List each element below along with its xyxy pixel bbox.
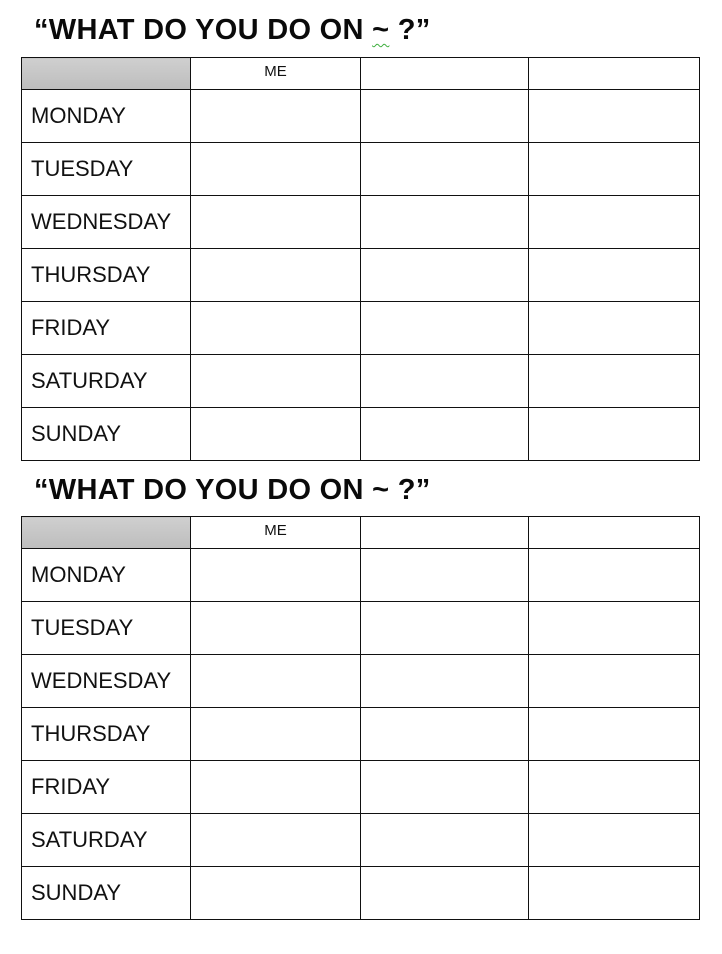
answer-cell[interactable] bbox=[361, 408, 529, 461]
table-row bbox=[22, 708, 700, 761]
title-text: “WHAT DO YOU DO ON bbox=[34, 474, 373, 506]
answer-cell[interactable] bbox=[191, 143, 361, 196]
answer-cell[interactable] bbox=[361, 761, 529, 814]
answer-cell[interactable] bbox=[191, 196, 361, 249]
header-row bbox=[22, 58, 700, 90]
worksheet-title bbox=[34, 476, 431, 505]
header-row bbox=[22, 517, 700, 549]
table-row bbox=[22, 655, 700, 708]
day-label: FRIDAY bbox=[22, 761, 191, 814]
title-tilde: ~ bbox=[372, 474, 390, 506]
day-label: SUNDAY bbox=[22, 408, 191, 461]
header-corner-cell bbox=[22, 517, 191, 549]
answer-cell[interactable] bbox=[529, 867, 700, 920]
table-row bbox=[22, 867, 700, 920]
day-label: WEDNESDAY bbox=[22, 196, 191, 249]
header-corner-cell bbox=[22, 58, 191, 90]
table-row bbox=[22, 761, 700, 814]
answer-cell[interactable] bbox=[529, 814, 700, 867]
answer-cell[interactable] bbox=[191, 655, 361, 708]
answer-cell[interactable] bbox=[191, 90, 361, 143]
table-row bbox=[22, 355, 700, 408]
answer-cell[interactable] bbox=[529, 355, 700, 408]
day-label: TUESDAY bbox=[22, 602, 191, 655]
header-cell-me: ME bbox=[191, 58, 361, 90]
table-row bbox=[22, 408, 700, 461]
title-tilde: ~ bbox=[372, 14, 390, 46]
answer-cell[interactable] bbox=[529, 90, 700, 143]
answer-cell[interactable] bbox=[191, 549, 361, 602]
answer-cell[interactable] bbox=[191, 708, 361, 761]
answer-cell[interactable] bbox=[361, 90, 529, 143]
answer-cell[interactable] bbox=[529, 143, 700, 196]
answer-cell[interactable] bbox=[529, 196, 700, 249]
day-label: SATURDAY bbox=[22, 814, 191, 867]
answer-cell[interactable] bbox=[191, 249, 361, 302]
header-cell-blank[interactable] bbox=[529, 58, 700, 90]
answer-cell[interactable] bbox=[529, 249, 700, 302]
worksheet-title bbox=[34, 16, 431, 45]
answer-cell[interactable] bbox=[529, 708, 700, 761]
table-row bbox=[22, 143, 700, 196]
answer-cell[interactable] bbox=[529, 549, 700, 602]
answer-cell[interactable] bbox=[361, 302, 529, 355]
answer-cell[interactable] bbox=[191, 355, 361, 408]
day-label: SATURDAY bbox=[22, 355, 191, 408]
answer-cell[interactable] bbox=[191, 302, 361, 355]
answer-cell[interactable] bbox=[361, 355, 529, 408]
answer-cell[interactable] bbox=[191, 761, 361, 814]
schedule-table bbox=[21, 516, 700, 920]
answer-cell[interactable] bbox=[361, 196, 529, 249]
table-row bbox=[22, 196, 700, 249]
day-label: SUNDAY bbox=[22, 867, 191, 920]
answer-cell[interactable] bbox=[361, 708, 529, 761]
answer-cell[interactable] bbox=[361, 602, 529, 655]
day-label: FRIDAY bbox=[22, 302, 191, 355]
table-row bbox=[22, 549, 700, 602]
answer-cell[interactable] bbox=[361, 249, 529, 302]
day-label: THURSDAY bbox=[22, 708, 191, 761]
header-cell-blank[interactable] bbox=[361, 58, 529, 90]
day-label: MONDAY bbox=[22, 549, 191, 602]
title-closing: ?” bbox=[389, 14, 431, 46]
table-row bbox=[22, 814, 700, 867]
answer-cell[interactable] bbox=[529, 761, 700, 814]
answer-cell[interactable] bbox=[361, 867, 529, 920]
day-label: MONDAY bbox=[22, 90, 191, 143]
table-row bbox=[22, 302, 700, 355]
header-cell-blank[interactable] bbox=[529, 517, 700, 549]
answer-cell[interactable] bbox=[361, 655, 529, 708]
title-closing: ?” bbox=[389, 474, 431, 506]
header-cell-me: ME bbox=[191, 517, 361, 549]
day-label: TUESDAY bbox=[22, 143, 191, 196]
schedule-table bbox=[21, 57, 700, 461]
header-cell-blank[interactable] bbox=[361, 517, 529, 549]
answer-cell[interactable] bbox=[529, 602, 700, 655]
answer-cell[interactable] bbox=[191, 602, 361, 655]
answer-cell[interactable] bbox=[191, 814, 361, 867]
title-text: “WHAT DO YOU DO ON bbox=[34, 14, 373, 46]
answer-cell[interactable] bbox=[191, 408, 361, 461]
table-row bbox=[22, 90, 700, 143]
table-row bbox=[22, 602, 700, 655]
answer-cell[interactable] bbox=[361, 814, 529, 867]
answer-cell[interactable] bbox=[191, 867, 361, 920]
answer-cell[interactable] bbox=[529, 408, 700, 461]
answer-cell[interactable] bbox=[361, 549, 529, 602]
day-label: THURSDAY bbox=[22, 249, 191, 302]
answer-cell[interactable] bbox=[529, 655, 700, 708]
answer-cell[interactable] bbox=[529, 302, 700, 355]
table-row bbox=[22, 249, 700, 302]
answer-cell[interactable] bbox=[361, 143, 529, 196]
day-label: WEDNESDAY bbox=[22, 655, 191, 708]
